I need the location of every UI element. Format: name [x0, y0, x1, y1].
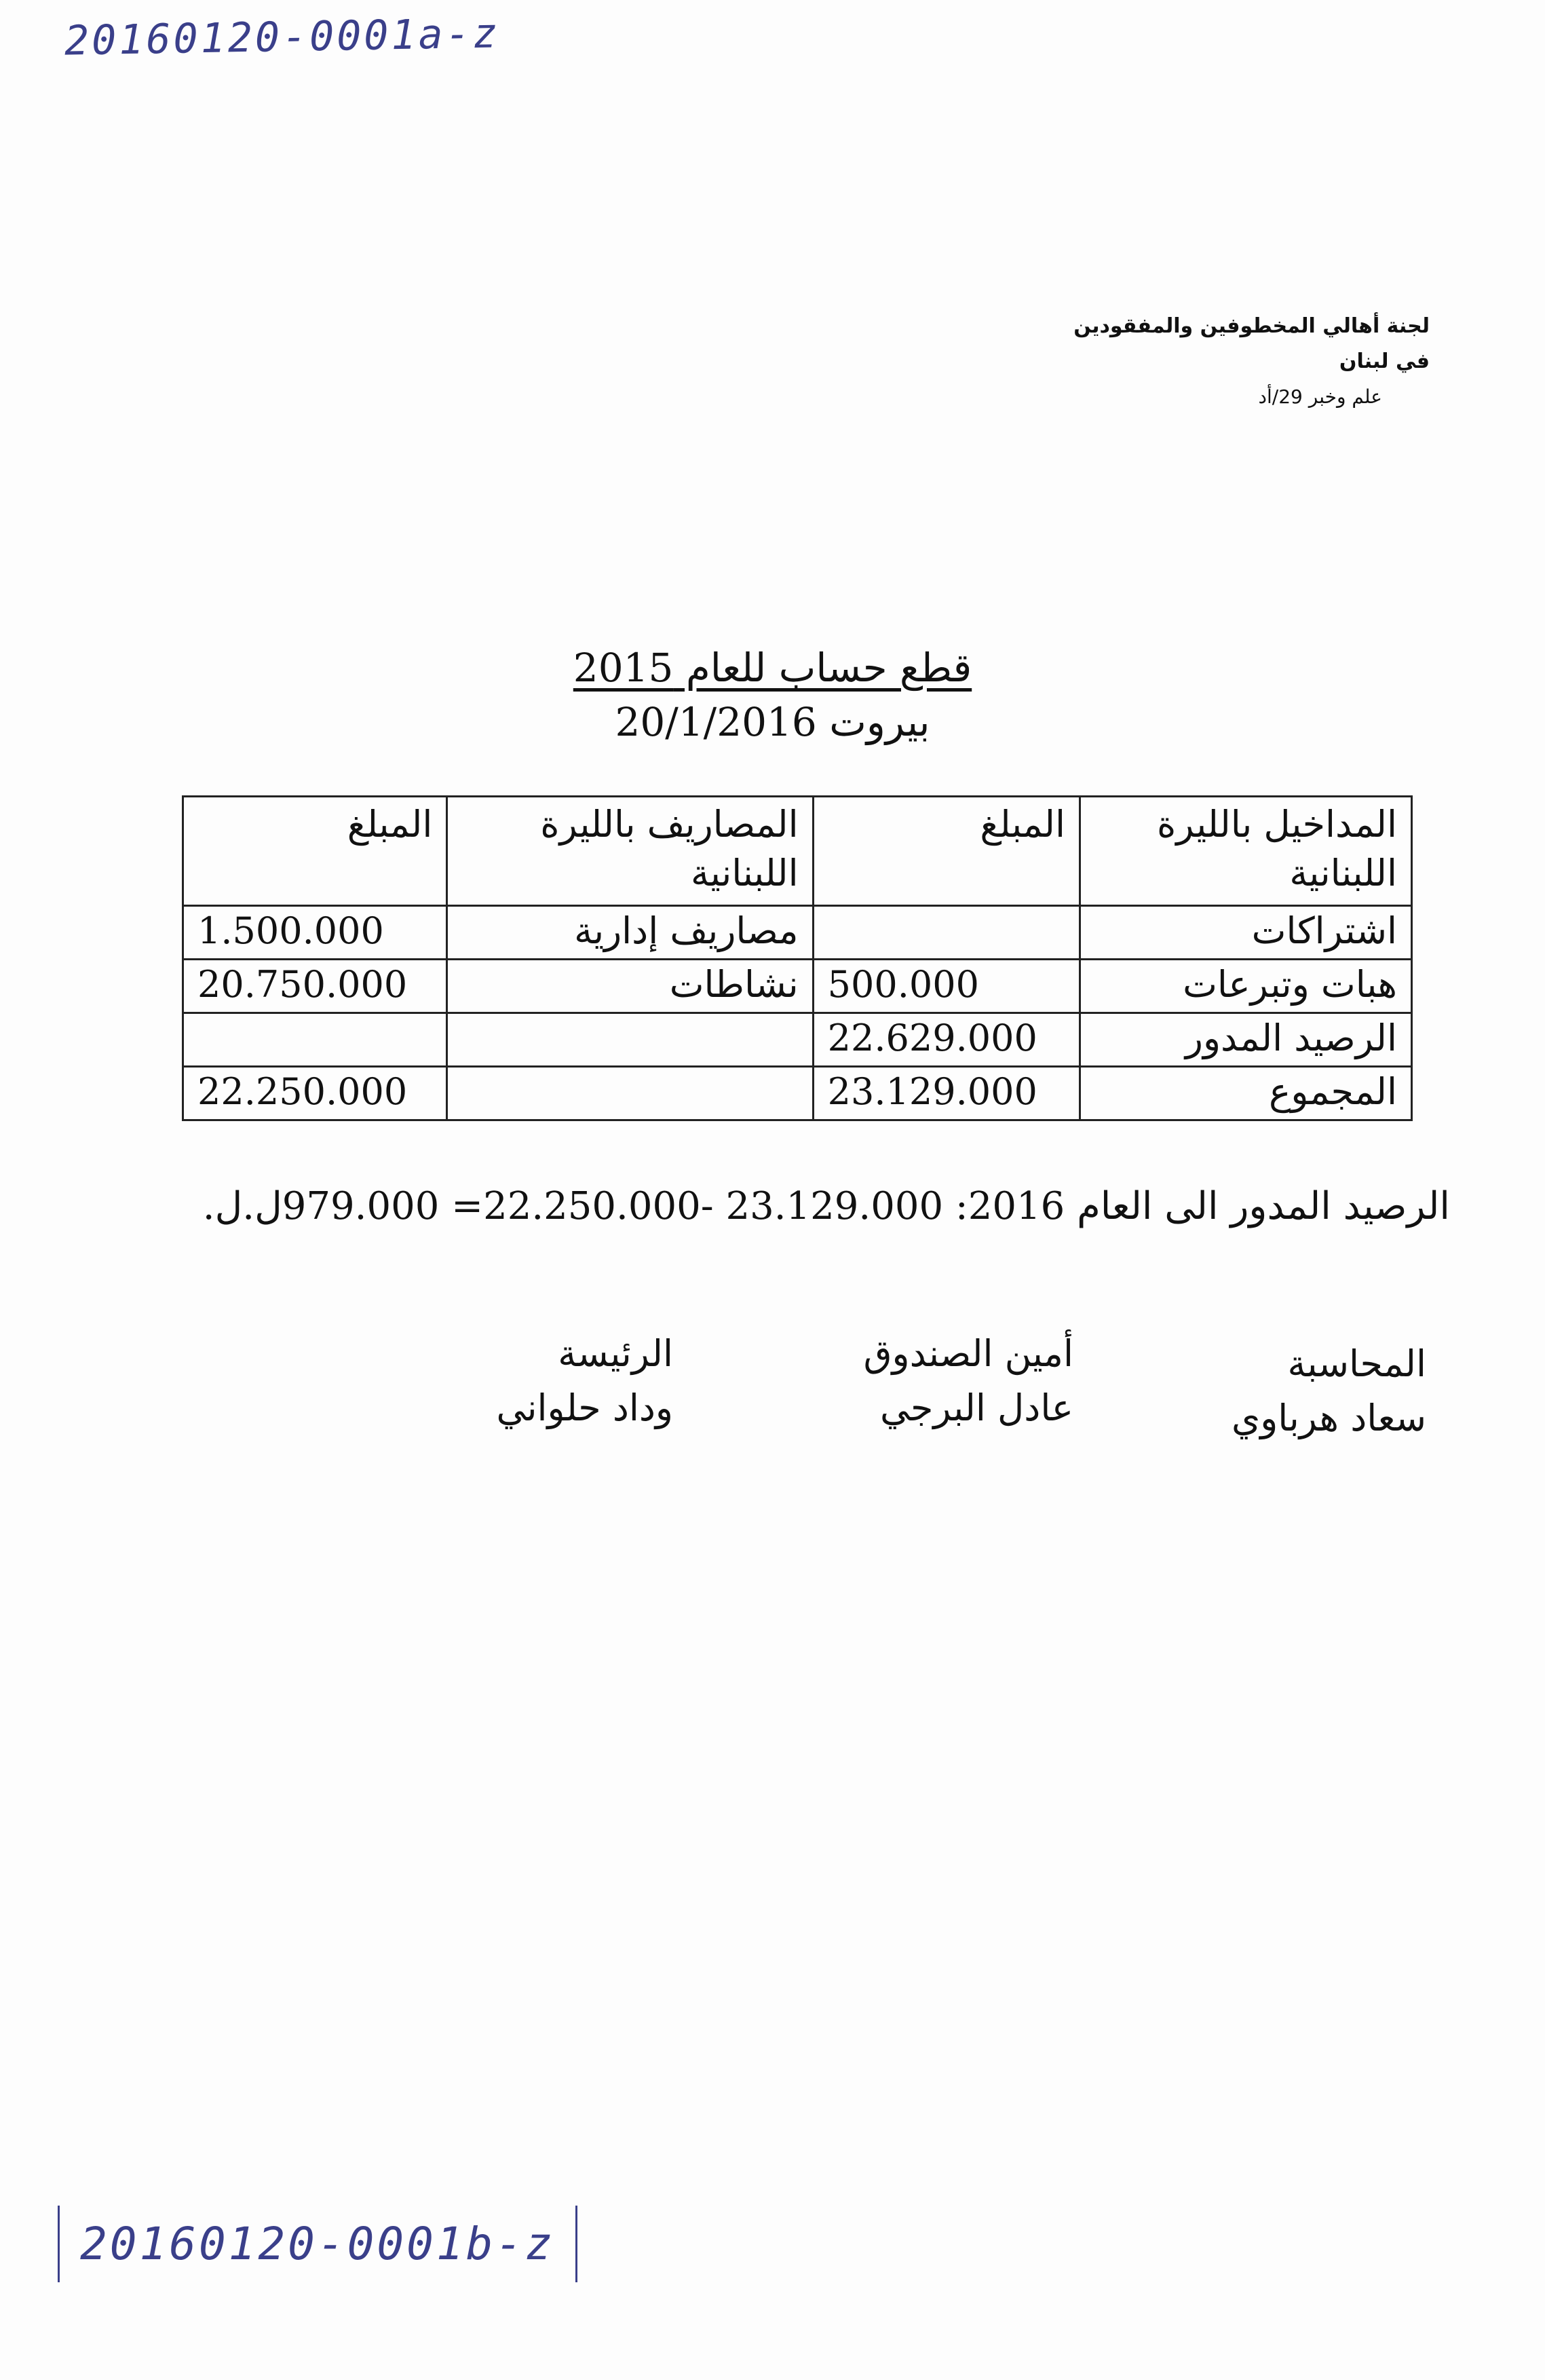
- signature-name: وداد حلواني: [496, 1386, 673, 1429]
- organization-header: [1023, 309, 1430, 415]
- income-label: هبات وتبرعات: [1080, 960, 1412, 1013]
- handwritten-reference-top: 20160120-0001a-z: [64, 10, 501, 65]
- signature-name: سعاد هرباوي: [1231, 1397, 1426, 1439]
- signature-title: أمين الصندوق: [863, 1332, 1073, 1375]
- org-name-line2: في لبنان: [1339, 350, 1430, 373]
- document-title: قطع حساب للعام 2015: [573, 645, 972, 691]
- signature-accountant: [1232, 1337, 1426, 1446]
- header-income: المداخيل بالليرة اللبنانية: [1080, 797, 1412, 906]
- table-row: [183, 960, 1412, 1013]
- table-total-row: [183, 1067, 1412, 1120]
- expense-label: مصاريف إدارية: [447, 906, 813, 960]
- expense-label: نشاطات: [447, 960, 813, 1013]
- org-name-line1: لجنة أهالي المخطوفين والمفقودين: [1073, 314, 1430, 338]
- carried-balance-line: الرصيد المدور الى العام 2016: 23.129.000 -22.250.000= 979.000ل.ل.: [202, 1184, 1450, 1228]
- total-label: المجموع: [1080, 1067, 1412, 1120]
- signature-name: عادل البرجي: [879, 1386, 1073, 1429]
- signature-title: الرئيسة: [558, 1332, 673, 1375]
- income-label: الرصيد المدور: [1080, 1013, 1412, 1067]
- signature-treasurer: [864, 1327, 1073, 1435]
- expense-label: [447, 1067, 813, 1120]
- expense-total: 22.250.000: [183, 1067, 447, 1120]
- handwritten-reference-bottom: 20160120-0001b-z: [58, 2206, 577, 2282]
- income-label: اشتراكات: [1080, 906, 1412, 960]
- registration-reference: علم وخبر 29/أد: [1258, 385, 1382, 408]
- header-expenses: المصاريف بالليرة اللبنانية: [447, 797, 813, 906]
- expense-amount: [183, 1013, 447, 1067]
- table-row: [183, 1013, 1412, 1067]
- header-expense-amount: المبلغ: [183, 797, 447, 906]
- document-place-date: بيروت 20/1/2016: [615, 699, 930, 745]
- accounts-table: [182, 795, 1413, 1121]
- signature-title: المحاسبة: [1287, 1342, 1426, 1385]
- header-income-amount: المبلغ: [813, 797, 1080, 906]
- income-amount: 22.629.000: [813, 1013, 1080, 1067]
- signature-president: [496, 1327, 673, 1435]
- expense-label: [447, 1013, 813, 1067]
- table-header-row: [183, 797, 1412, 906]
- expense-amount: 20.750.000: [183, 960, 447, 1013]
- expense-amount: 1.500.000: [183, 906, 447, 960]
- income-total: 23.129.000: [813, 1067, 1080, 1120]
- income-amount: 500.000: [813, 960, 1080, 1013]
- table-row: [183, 906, 1412, 960]
- income-amount: [813, 906, 1080, 960]
